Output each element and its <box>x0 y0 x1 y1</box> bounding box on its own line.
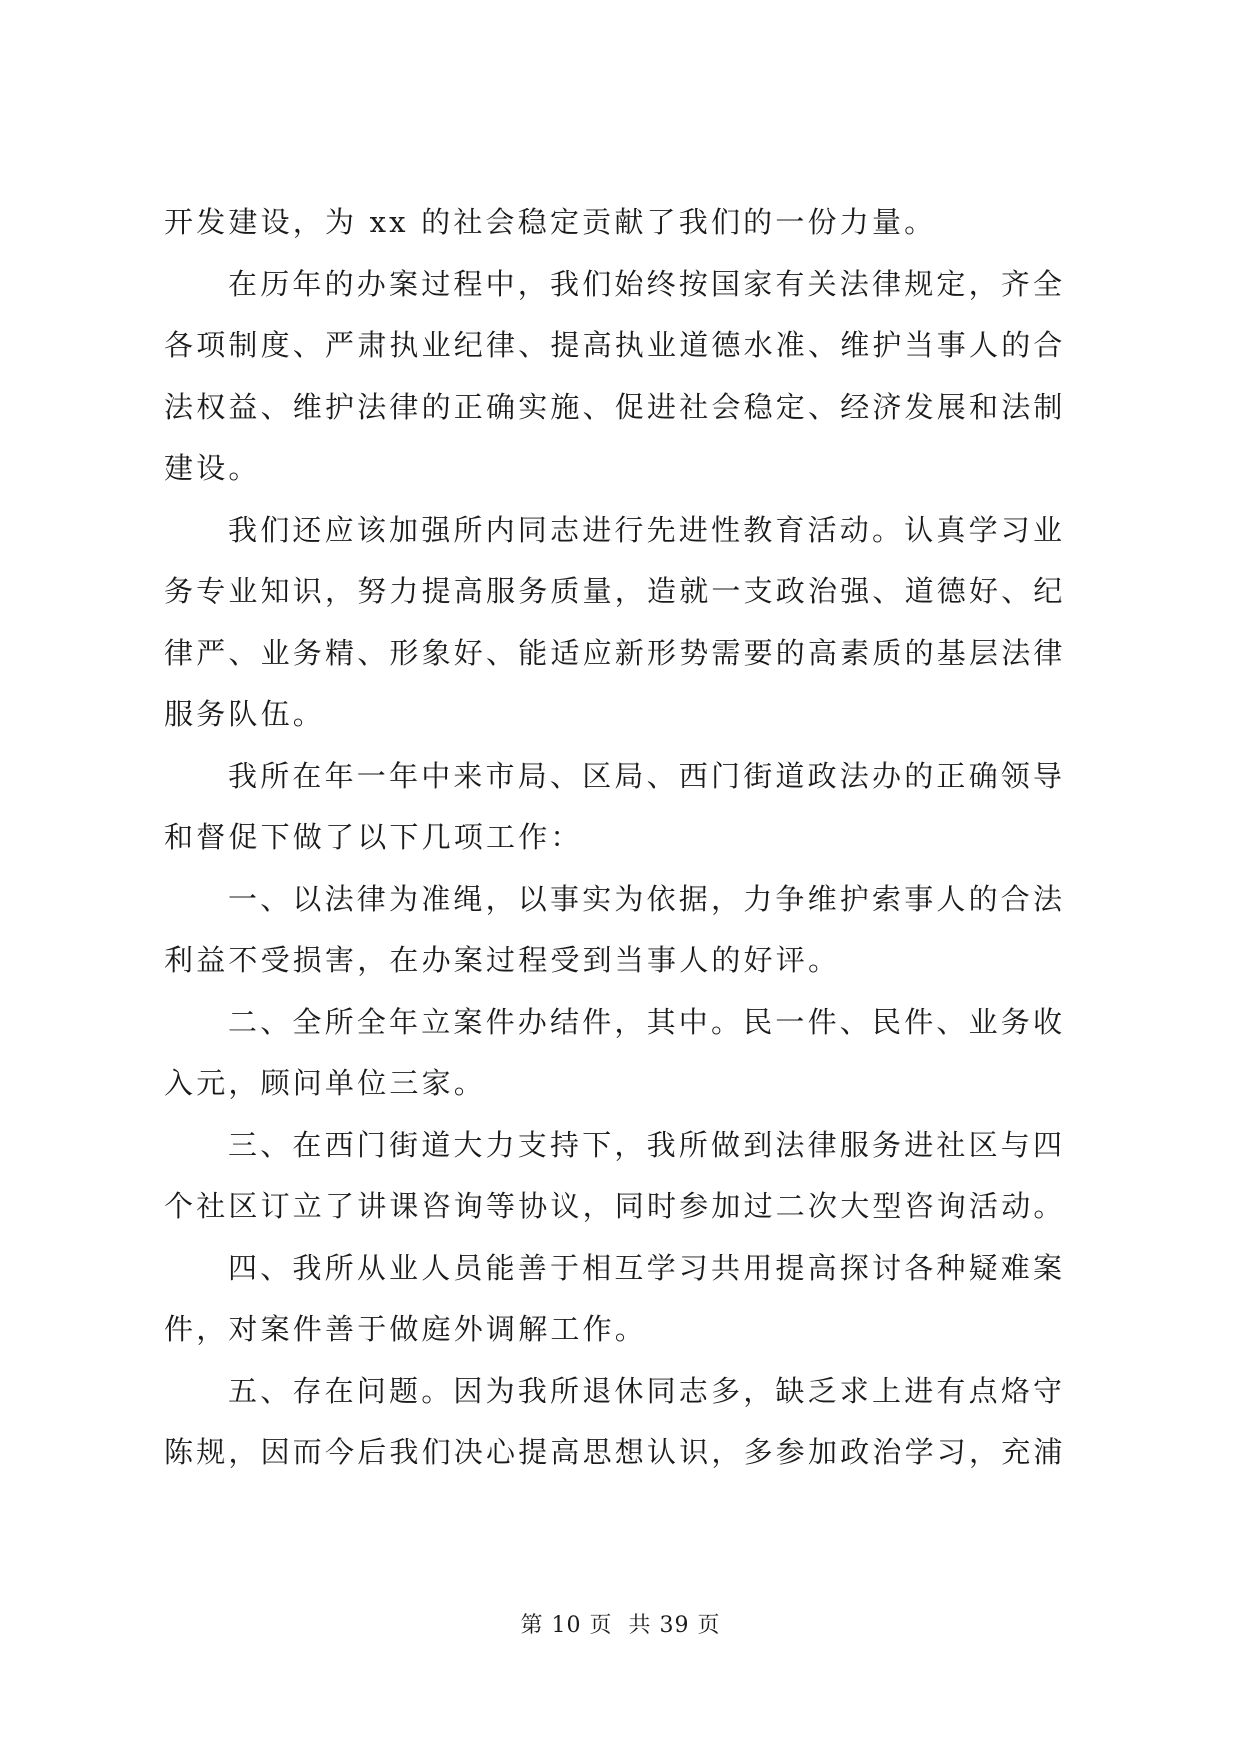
text-line: 建设。 <box>164 451 261 485</box>
text-line: 五、存在问题。因为我所退休同志多，缺乏求上进有点烙守 <box>228 1373 1066 1408</box>
text-line: 法权益、维护法律的正确实施、促进社会稳定、经济发展和法制 <box>164 389 1066 424</box>
text-line: 和督促下做了以下几项工作： <box>164 820 583 854</box>
page-footer <box>0 1608 1241 1639</box>
text-line: 开发建设，为 xx 的社会稳定贡献了我们的一份力量。 <box>164 205 937 239</box>
text-line: 个社区订立了讲课咨询等协议，同时参加过二次大型咨询活动。 <box>164 1189 1066 1223</box>
text-line: 二、全所全年立案件办结件，其中。民一件、民件、业务收 <box>228 1004 1066 1039</box>
text-line: 律严、业务精、形象好、能适应新形势需要的高素质的基层法律 <box>164 635 1066 670</box>
text-line: 一、以法律为准绳，以事实为依据，力争维护索事人的合法 <box>228 881 1066 916</box>
text-line: 四、我所从业人员能善于相互学习共用提高探讨各种疑难案 <box>228 1250 1066 1285</box>
text-line: 我所在年一年中来市局、区局、西门街道政法办的正确领导 <box>228 758 1066 793</box>
text-line: 各项制度、严肃执业纪律、提高执业道德水准、维护当事人的合 <box>164 328 1066 362</box>
text-line: 件，对案件善于做庭外调解工作。 <box>164 1312 648 1346</box>
text-line: 在历年的办案过程中，我们始终按国家有关法律规定，齐全 <box>228 266 1066 301</box>
text-line: 务专业知识，努力提高服务质量，造就一支政治强、道德好、纪 <box>164 574 1066 608</box>
text-line: 入元，顾问单位三家。 <box>164 1066 487 1100</box>
text-line: 我们还应该加强所内同志进行先进性教育活动。认真学习业 <box>228 512 1066 547</box>
text-line: 服务队伍。 <box>164 697 326 731</box>
page-number-label: 第 10 页 共 39 页 <box>520 1613 721 1638</box>
text-line: 利益不受损害，在办案过程受到当事人的好评。 <box>164 943 841 977</box>
text-line: 三、在西门街道大力支持下，我所做到法律服务进社区与四 <box>228 1127 1066 1162</box>
text-line: 陈规，因而今后我们决心提高思想认识，多参加政治学习，充浦 <box>164 1435 1066 1469</box>
document-body <box>164 192 1084 1484</box>
